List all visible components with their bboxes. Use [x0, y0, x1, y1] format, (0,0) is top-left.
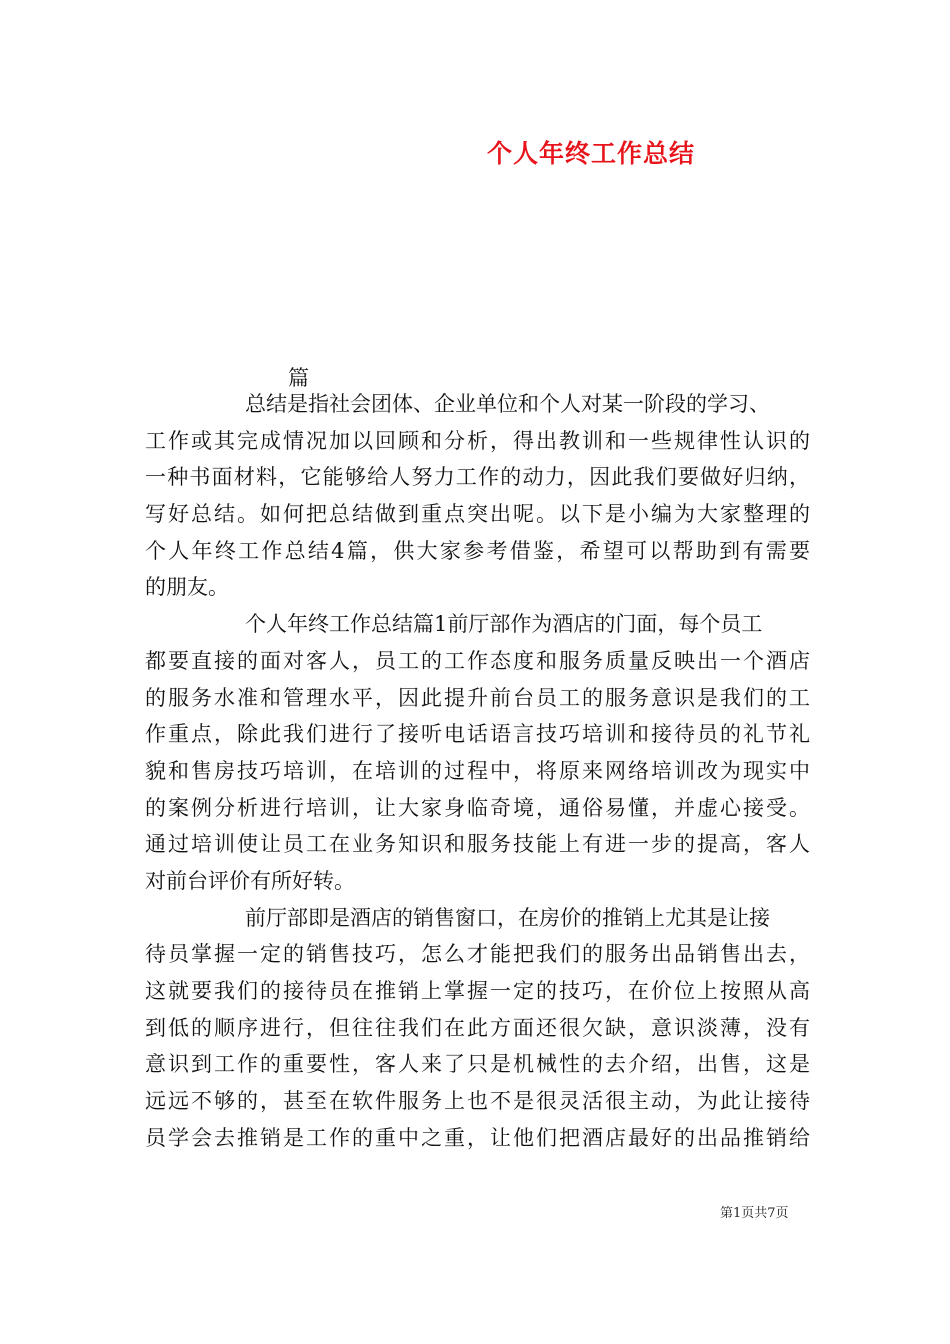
page-footer: 第1页共7页	[720, 1206, 789, 1221]
paragraph-line: 远远不够的，甚至在软件服务上也不是很灵活很主动，为此让接待	[145, 1089, 810, 1114]
paragraph-line: 前厅部即是酒店的销售窗口，在房价的推销上尤其是让接	[245, 905, 770, 930]
paragraph-line: 的朋友。	[145, 575, 229, 600]
paragraph-line: 对前台评价有所好转。	[145, 868, 355, 893]
paragraph-line: 到低的顺序进行，但往往我们在此方面还很欠缺，意识淡薄，没有	[145, 1015, 810, 1040]
paragraph-line: 总结是指社会团体、企业单位和个人对某一阶段的学习、	[245, 392, 770, 416]
paragraph-line: 通过培训使让员工在业务知识和服务技能上有进一步的提高，客人	[145, 832, 810, 857]
paragraph-line: 貌和售房技巧培训，在培训的过程中，将原来网络培训改为现实中	[145, 758, 810, 783]
paragraph-line: 的服务水准和管理水平，因此提升前台员工的服务意识是我们的工	[145, 685, 810, 710]
paragraph-line: 员学会去推销是工作的重中之重，让他们把酒店最好的出品推销给	[145, 1125, 810, 1150]
paragraph-line: 的案例分析进行培训，让大家身临奇境，通俗易懂，并虚心接受。	[145, 795, 810, 820]
body-text	[145, 386, 810, 1156]
section-mark: 篇	[288, 366, 309, 390]
document-title: 个人年终工作总结	[487, 139, 696, 168]
paragraph-line: 待员掌握一定的销售技巧，怎么才能把我们的服务出品销售出去，	[145, 942, 810, 967]
paragraph-line: 写好总结。如何把总结做到重点突出呢。以下是小编为大家整理的	[145, 502, 810, 527]
paragraph-line: 个人年终工作总结4篇，供大家参考借鉴，希望可以帮助到有需要	[145, 538, 810, 563]
paragraph-line: 作重点，除此我们进行了接听电话语言技巧培训和接待员的礼节礼	[145, 722, 810, 747]
paragraph-line: 意识到工作的重要性，客人来了只是机械性的去介绍，出售，这是	[145, 1052, 810, 1077]
paragraph-line: 个人年终工作总结篇1前厅部作为酒店的门面，每个员工	[245, 612, 763, 637]
paragraph-line: 都要直接的面对客人，员工的工作态度和服务质量反映出一个酒店	[145, 648, 810, 673]
paragraph-line: 工作或其完成情况加以回顾和分析，得出教训和一些规律性认识的	[145, 428, 810, 453]
paragraph-line: 这就要我们的接待员在推销上掌握一定的技巧，在价位上按照从高	[145, 979, 810, 1003]
paragraph-line: 一种书面材料，它能够给人努力工作的动力，因此我们要做好归纳，	[145, 465, 810, 490]
